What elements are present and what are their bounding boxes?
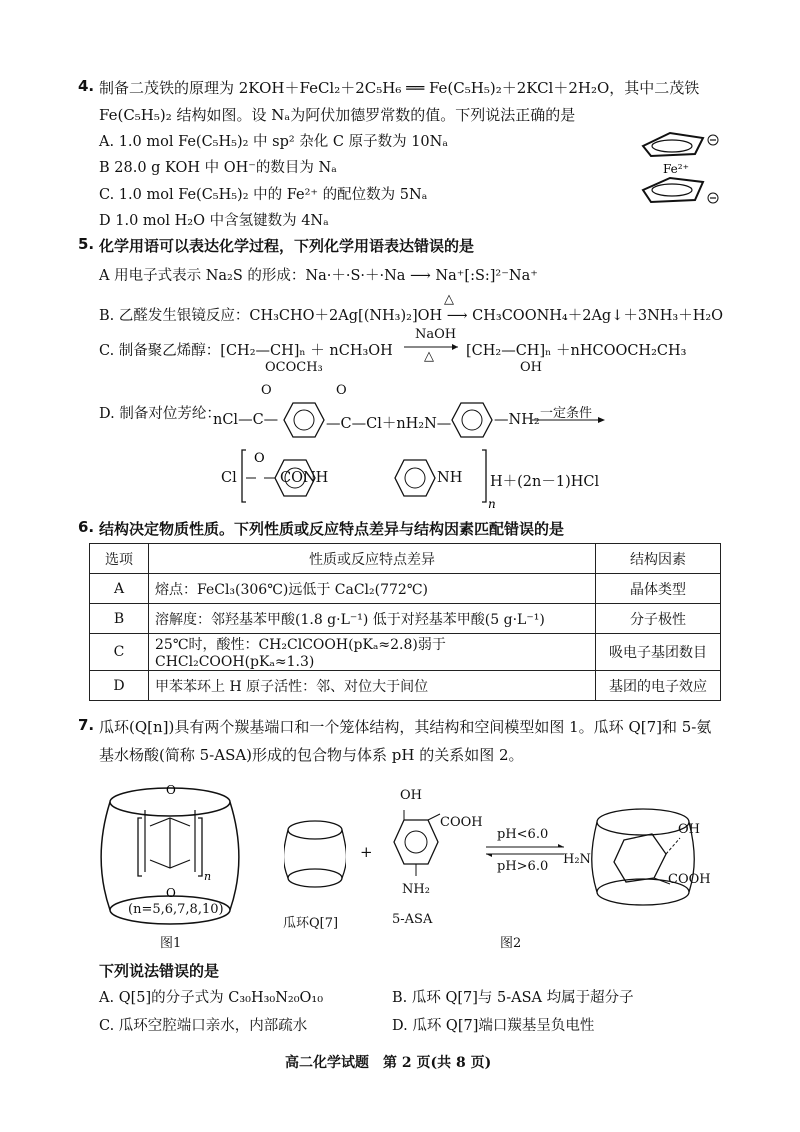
table-header-row bbox=[90, 544, 721, 574]
q5-option-b-text: B. 乙醛发生银镜反应：CH₃CHO＋2Ag[(NH₃)₂]OH ⟶ CH₃COONH₄＋2Ag↓＋3NH₃＋H₂O bbox=[99, 308, 724, 324]
q6-header-property: 性质或反应特点差异 bbox=[149, 544, 596, 574]
q6-row-a-factor: 晶体类型 bbox=[596, 574, 721, 604]
ferrocene-fe-label: Fe²⁺ bbox=[663, 162, 689, 176]
fig1-n-range: (n=5,6,7,8,10) bbox=[128, 902, 224, 917]
asa-nh2-label: NH₂ bbox=[402, 882, 430, 897]
q5-option-c-prefix: C. 制备聚乙烯醇： bbox=[99, 343, 221, 359]
q7-stem-line2: 基水杨酸(简称 5-ASA)形成的包合物与体系 pH 的关系如图 2。 bbox=[99, 746, 524, 764]
q5-option-b[interactable] bbox=[99, 304, 723, 325]
q7-ask: 下列说法错误的是 bbox=[99, 962, 220, 980]
q5-option-d-product-cl: Cl bbox=[221, 470, 237, 486]
q5-option-d-product-conh: CONH bbox=[280, 470, 329, 486]
equilibrium-arrows bbox=[484, 843, 568, 859]
q4-stem-line1: 制备二茂铁的原理为 2KOH＋FeCl₂＋2C₅H₆ ══ Fe(C₅H₅)₂＋2KCl＋2H₂O，其中二茂铁 bbox=[99, 79, 700, 97]
q7-option-c[interactable]: C. 瓜环空腔端口亲水，内部疏水 bbox=[99, 1018, 308, 1034]
complex-oh-label: OH bbox=[678, 822, 700, 837]
q5-option-d-product-nh: NH bbox=[437, 470, 463, 486]
fig2-caption: 图2 bbox=[500, 936, 522, 951]
q6-row-b-property: 溶解度：邻羟基苯甲酸(1.8 g·L⁻¹) 低于对羟基苯甲酸(5 g·L⁻¹) bbox=[149, 604, 596, 634]
q6-header-option: 选项 bbox=[90, 544, 149, 574]
ph-condition-bottom: pH>6.0 bbox=[497, 859, 549, 874]
cucurbituril-o-top: O bbox=[166, 783, 176, 797]
q5-number: 5. bbox=[78, 235, 95, 253]
q5-option-c-sub2: OH bbox=[520, 360, 542, 375]
q5-option-d-prefix[interactable]: D. 制备对位芳纶： bbox=[99, 406, 221, 422]
q5-option-c-sub1: OCOCH₃ bbox=[265, 360, 323, 375]
q5-option-c-left: [CH₂—CH]ₙ ＋ nCH₃OH bbox=[220, 343, 393, 359]
q5-option-d-product-right: H＋(2n－1)HCl bbox=[490, 474, 600, 490]
asa-benzene-ring bbox=[388, 808, 444, 878]
aramid-repeat-n: n bbox=[488, 497, 496, 510]
q6-row-c-factor: 吸电子基团数目 bbox=[596, 634, 721, 671]
asa-cooh-label: COOH bbox=[440, 815, 483, 830]
fig1-caption: 图1 bbox=[160, 936, 182, 951]
plus-sign: + bbox=[360, 843, 373, 861]
q5-option-c-cond-bottom: △ bbox=[424, 349, 434, 364]
q6-row-d-property: 甲苯苯环上 H 原子活性：邻、对位大于间位 bbox=[149, 671, 596, 701]
q5-option-c-right: [CH₂—CH]ₙ ＋nHCOOCH₂CH₃ bbox=[466, 343, 687, 359]
q6-row-a-option: A bbox=[90, 574, 149, 604]
q7-option-b[interactable]: B. 瓜环 Q[7]与 5-ASA 均属于超分子 bbox=[392, 990, 634, 1006]
q5-option-d-left: nCl—C— bbox=[213, 412, 279, 428]
q4-option-a[interactable]: A. 1.0 mol Fe(C₅H₅)₂ 中 sp² 杂化 C 原子数为 10Nₐ bbox=[99, 134, 448, 150]
q5-option-d-arrow bbox=[530, 416, 610, 424]
q5-option-a-prefix: A 用电子式表示 Na₂S 的形成： bbox=[99, 268, 306, 284]
fig-asa-label: 5-ASA bbox=[392, 912, 433, 927]
q5-option-d-mid: —C—Cl＋nH₂N— bbox=[326, 416, 452, 432]
table-row[interactable] bbox=[90, 574, 721, 604]
q4-stem-line2: Fe(C₅H₅)₂ 结构如图。设 Nₐ为阿伏加德罗常数的值。下列说法正确的是 bbox=[99, 106, 576, 124]
q6-stem: 结构决定物质性质。下列性质或反应特点差异与结构因素匹配错误的是 bbox=[99, 520, 565, 538]
q7-number: 7. bbox=[78, 716, 95, 734]
q6-row-a-property: 熔点：FeCl₃(306℃)远低于 CaCl₂(772℃) bbox=[149, 574, 596, 604]
q4-option-b[interactable]: B 28.0 g KOH 中 OH⁻的数目为 Nₐ bbox=[99, 160, 337, 176]
table-row[interactable] bbox=[90, 671, 721, 701]
page-footer: 高二化学试题 第 2 页(共 8 页) bbox=[285, 1055, 492, 1071]
benzene-ring-icon bbox=[450, 400, 494, 440]
complex-h2n-label: H₂N bbox=[563, 852, 591, 867]
q6-row-d-factor: 基团的电子效应 bbox=[596, 671, 721, 701]
complex-cooh-label: COOH bbox=[668, 872, 711, 887]
q5-option-c-cond-top: NaOH bbox=[415, 327, 457, 342]
q5-option-a[interactable] bbox=[99, 264, 538, 285]
q6-header-factor: 结构因素 bbox=[596, 544, 721, 574]
ferrocene-structure-figure bbox=[625, 118, 725, 218]
q6-row-c-property: 25℃时，酸性：CH₂ClCOOH(pKₐ≈2.8)弱于 CHCl₂COOH(pKₐ≈1.3) bbox=[149, 634, 596, 671]
q6-row-b-option: B bbox=[90, 604, 149, 634]
q5-option-d-condition: 一定条件 bbox=[540, 406, 593, 421]
q5-option-d-o1: O bbox=[261, 383, 272, 398]
q6-row-d-option: D bbox=[90, 671, 149, 701]
q6-number: 6. bbox=[78, 518, 95, 536]
q6-row-c-option: C bbox=[90, 634, 149, 671]
q6-table bbox=[89, 543, 721, 701]
cucurbituril-model-figure bbox=[284, 818, 346, 890]
table-row[interactable] bbox=[90, 604, 721, 634]
q4-number: 4. bbox=[78, 77, 95, 95]
cucurbituril-o-bottom: O bbox=[166, 886, 176, 900]
q5-option-d-nh2: —NH₂ bbox=[494, 412, 540, 428]
q7-stem-line1: 瓜环(Q[n])具有两个羰基端口和一个笼体结构，其结构和空间模型如图 1。瓜环 Q[7]和 5-氨 bbox=[99, 718, 712, 736]
table-row[interactable] bbox=[90, 634, 721, 671]
asa-oh-label: OH bbox=[400, 788, 422, 803]
q7-option-d[interactable]: D. 瓜环 Q[7]端口羰基呈负电性 bbox=[392, 1018, 595, 1034]
q4-option-d[interactable]: D 1.0 mol H₂O 中含氢键数为 4Nₐ bbox=[99, 213, 329, 229]
fig-model-label: 瓜环Q[7] bbox=[283, 916, 339, 931]
cucurbituril-subscript-n: n bbox=[204, 870, 212, 883]
q5-stem: 化学用语可以表达化学过程，下列化学用语表达错误的是 bbox=[99, 237, 475, 255]
inclusion-complex-figure bbox=[588, 800, 698, 910]
q5-option-b-condition: △ bbox=[444, 292, 454, 307]
q5-option-d-o2: O bbox=[336, 383, 347, 398]
aramid-carbonyl-o: O bbox=[254, 451, 265, 466]
benzene-ring-icon bbox=[282, 400, 326, 440]
ph-condition-top: pH<6.0 bbox=[497, 827, 549, 842]
q7-option-a[interactable]: A. Q[5]的分子式为 C₃₀H₃₀N₂₀O₁₀ bbox=[99, 990, 324, 1006]
q6-row-b-factor: 分子极性 bbox=[596, 604, 721, 634]
q5-option-c[interactable] bbox=[99, 339, 393, 360]
q5-option-a-formula: Na·＋·S·＋·Na ⟶ Na⁺[:S:]²⁻Na⁺ bbox=[305, 268, 538, 284]
q4-option-c[interactable]: C. 1.0 mol Fe(C₅H₅)₂ 中的 Fe²⁺ 的配位数为 5Nₐ bbox=[99, 187, 428, 203]
